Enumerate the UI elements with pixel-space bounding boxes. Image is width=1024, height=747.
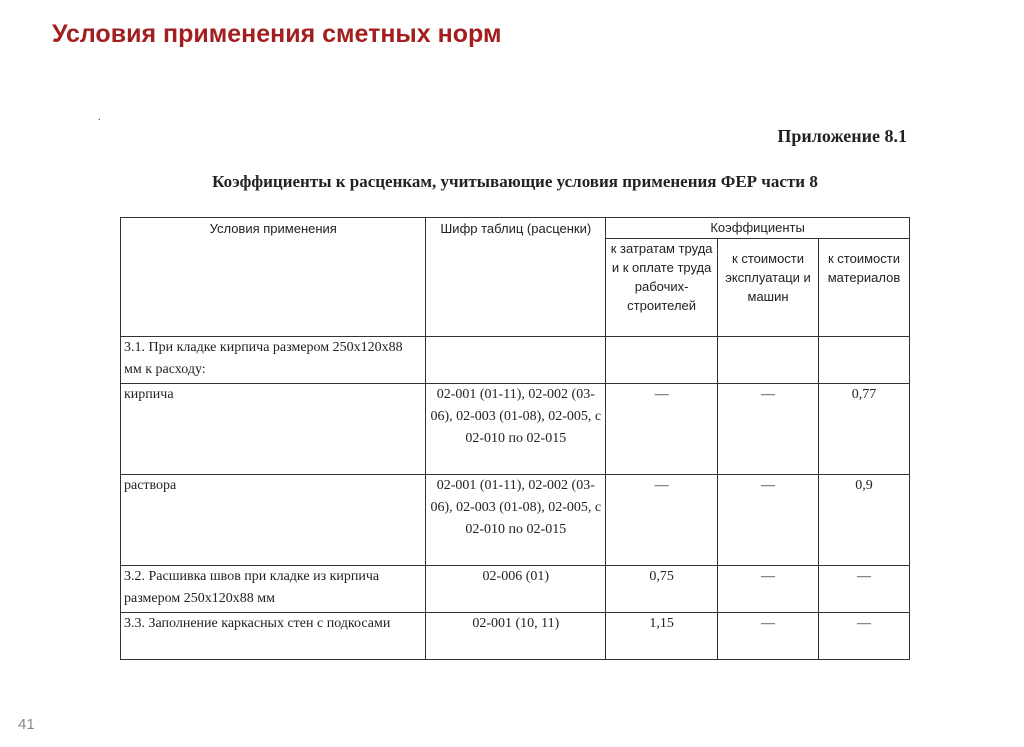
header-labor: к затратам труда и к оплате труда рабочих-строителей xyxy=(606,239,718,337)
table-row xyxy=(121,384,910,475)
row-code: 02-001 (01-11), 02-002 (03-06), 02-003 (01-08), 02-005, с 02-010 по 02-015 xyxy=(426,384,606,475)
table-row xyxy=(121,475,910,566)
table-row xyxy=(121,337,910,384)
row-labor: — xyxy=(606,475,718,566)
row-machines: — xyxy=(718,613,819,660)
table-row xyxy=(121,613,910,660)
document-title: Коэффициенты к расценкам, учитывающие условия применения ФЕР части 8 xyxy=(212,172,818,191)
row-labor: 1,15 xyxy=(606,613,718,660)
row-condition: 3.3. Заполнение каркасных стен с подкосами xyxy=(121,613,426,660)
header-machines: к стоимости эксплуатаци и машин xyxy=(718,239,819,337)
header-code: Шифр таблиц (расценки) xyxy=(426,218,606,337)
stray-dot: . xyxy=(98,112,101,123)
appendix-label: Приложение 8.1 xyxy=(777,126,907,146)
row-condition: 3.2. Расшивка швов при кладке из кирпича размером 250х120х88 мм xyxy=(121,566,426,613)
row-machines: — xyxy=(718,384,819,475)
row-condition: раствора xyxy=(121,475,426,566)
row-materials: 0,77 xyxy=(819,384,910,475)
header-conditions: Условия применения xyxy=(121,218,426,337)
row-materials: — xyxy=(819,566,910,613)
row-materials: — xyxy=(819,613,910,660)
row-machines: — xyxy=(718,566,819,613)
row-code: 02-001 (10, 11) xyxy=(426,613,606,660)
header-coefficients: Коэффициенты xyxy=(606,218,910,239)
row-code: 02-006 (01) xyxy=(426,566,606,613)
table-row xyxy=(121,566,910,613)
coefficients-table xyxy=(120,217,910,660)
page-number: 41 xyxy=(18,716,35,733)
row-machines: — xyxy=(718,475,819,566)
row-machines xyxy=(718,337,819,384)
row-code: 02-001 (01-11), 02-002 (03-06), 02-003 (01-08), 02-005, с 02-010 по 02-015 xyxy=(426,475,606,566)
row-labor: 0,75 xyxy=(606,566,718,613)
slide-title: Условия применения сметных норм xyxy=(52,20,502,48)
header-materials: к стоимости материалов xyxy=(819,239,910,337)
row-materials: 0,9 xyxy=(819,475,910,566)
row-labor: — xyxy=(606,384,718,475)
row-condition: кирпича xyxy=(121,384,426,475)
row-labor xyxy=(606,337,718,384)
row-condition: 3.1. При кладке кирпича размером 250х120х88 мм к расходу: xyxy=(121,337,426,384)
row-code xyxy=(426,337,606,384)
row-materials xyxy=(819,337,910,384)
